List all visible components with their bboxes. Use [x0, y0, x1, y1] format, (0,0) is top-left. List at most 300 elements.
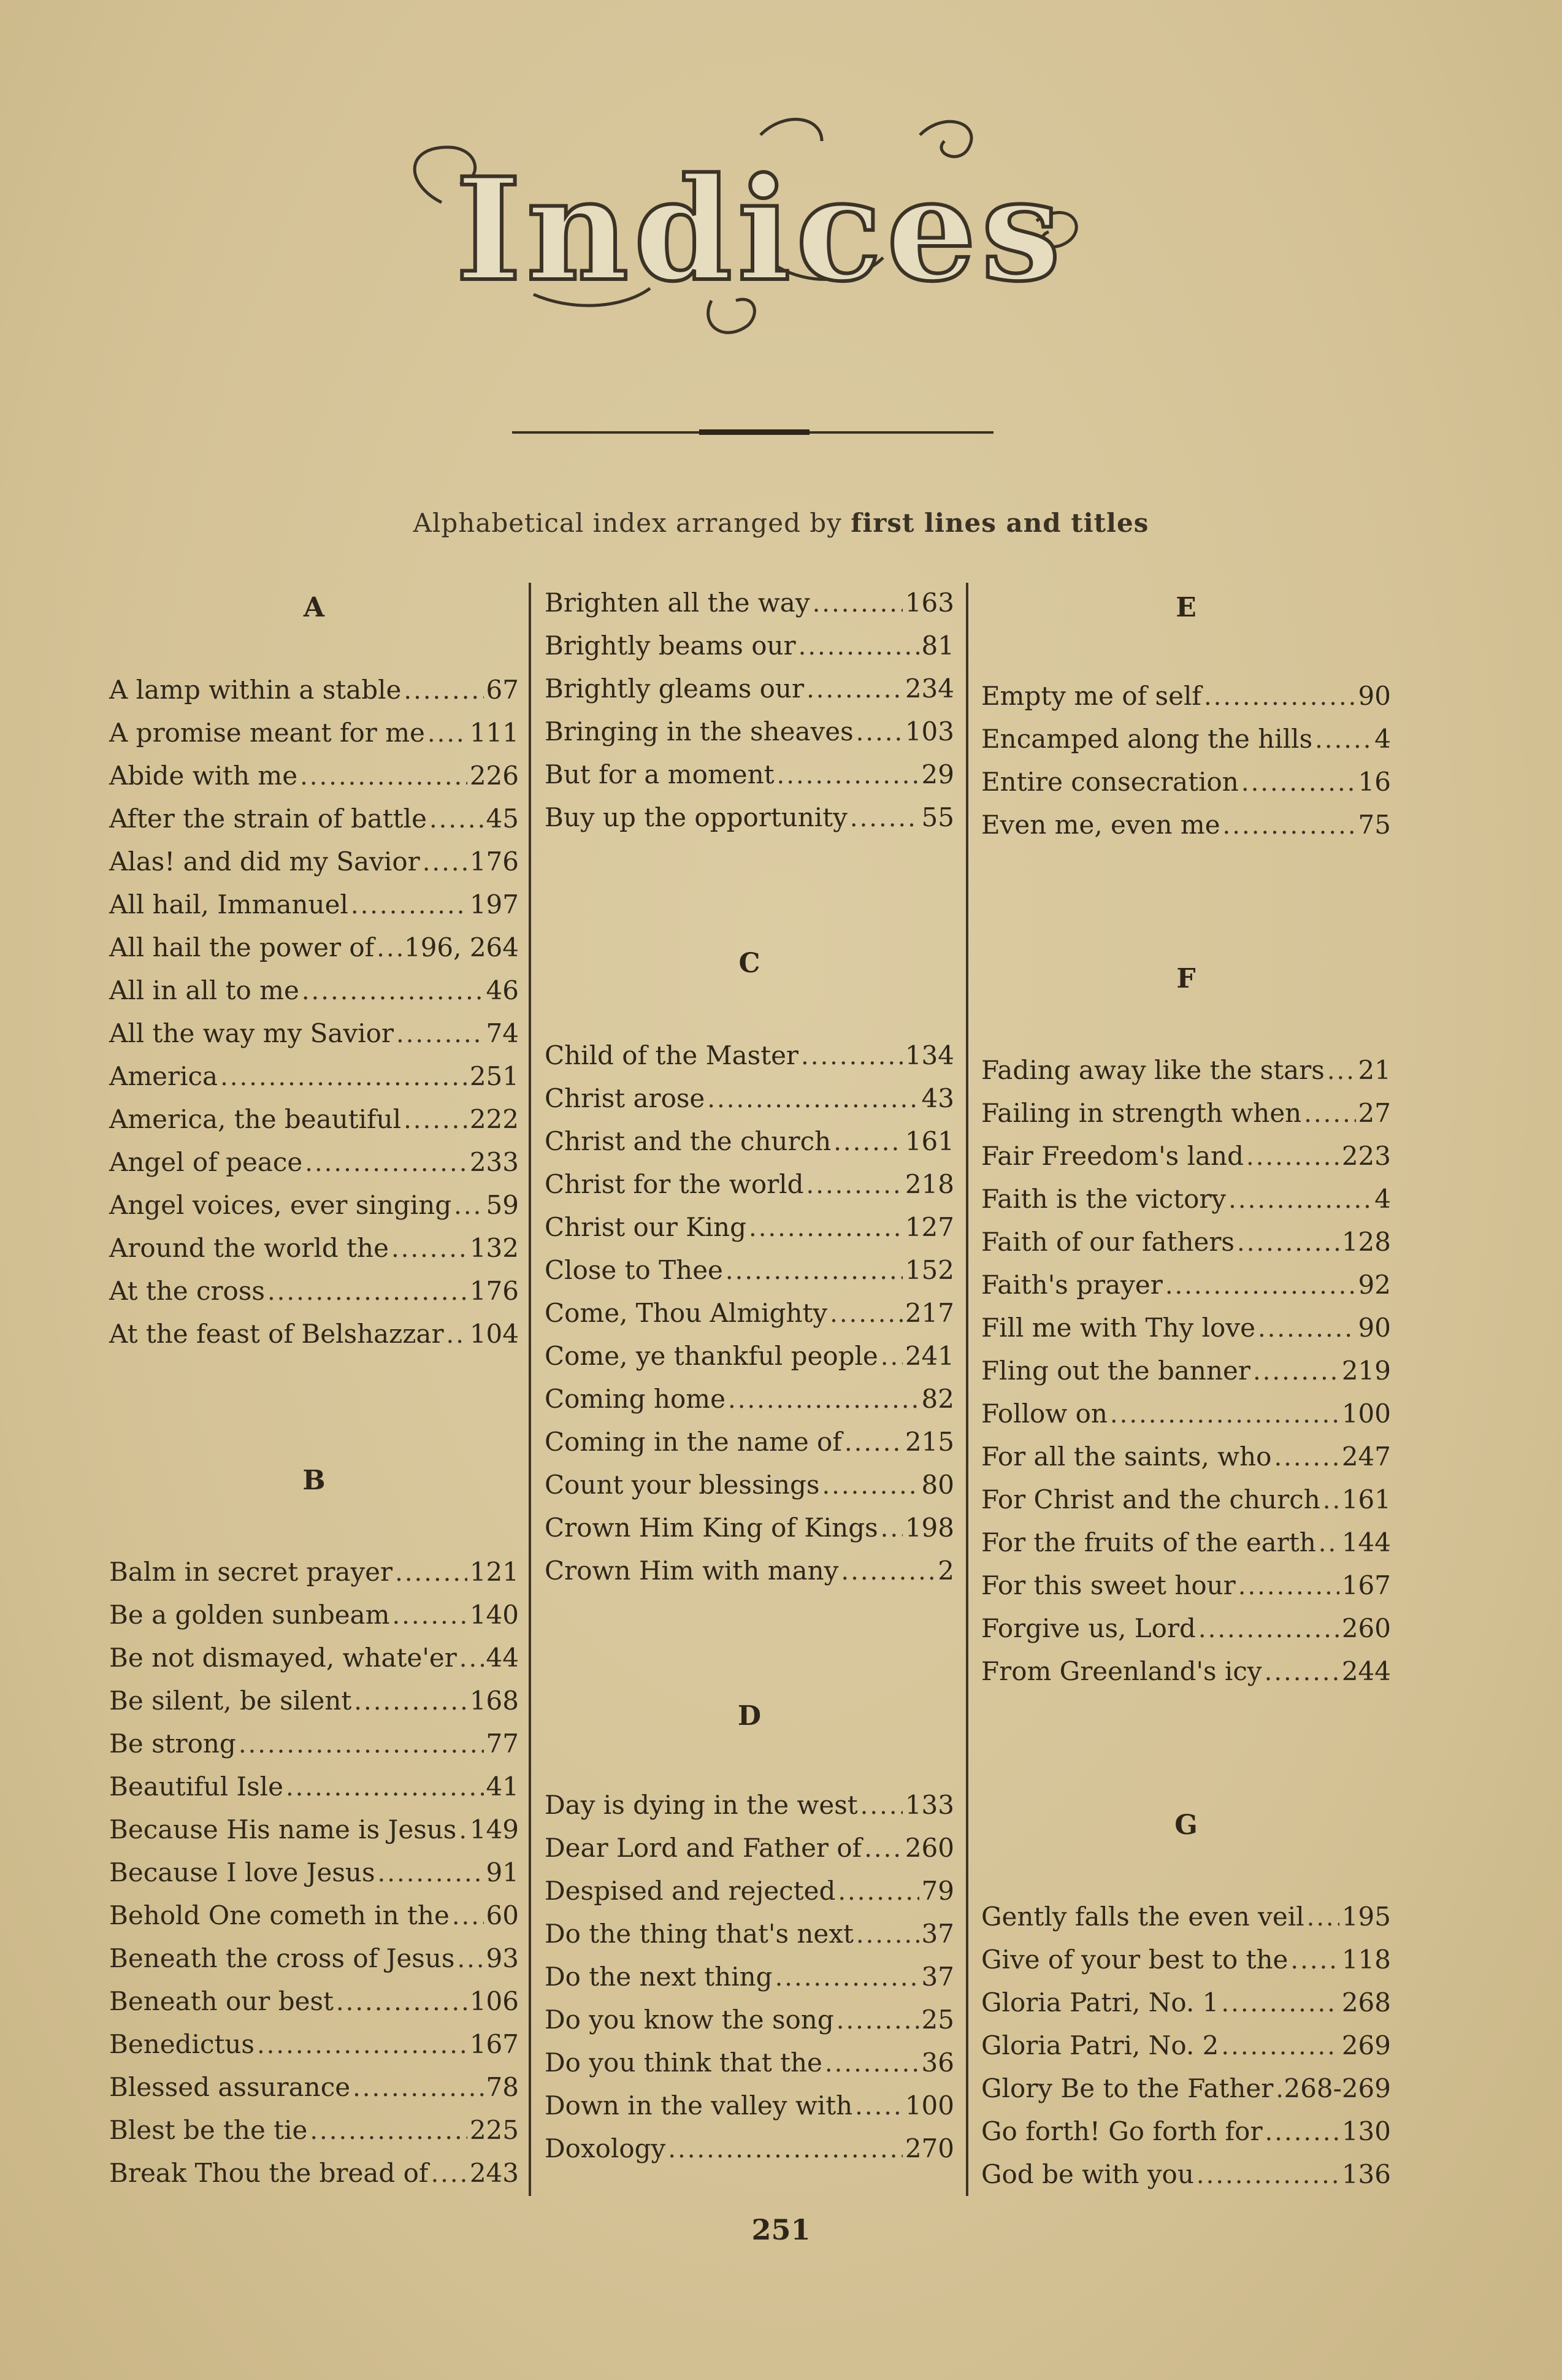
- entry-page-number: 36: [921, 2048, 954, 2078]
- entry-title: Failing in strength when: [981, 1098, 1302, 1128]
- index-entry: [109, 1190, 519, 1227]
- dot-leader: [351, 891, 467, 919]
- entry-page-number: 234: [905, 674, 954, 704]
- entry-page-number: 106: [469, 1986, 519, 2016]
- entry-title: Brighten all the way: [545, 588, 810, 618]
- dot-leader: [1265, 1658, 1339, 1686]
- entry-title: Day is dying in the west: [545, 1790, 858, 1820]
- dot-leader: [431, 2160, 467, 2188]
- index-entry: [109, 675, 519, 712]
- entry-page-number: 60: [486, 1900, 519, 1930]
- entry-title: Glory Be to the Father: [981, 2073, 1274, 2103]
- dot-leader: [1274, 1443, 1339, 1472]
- entry-title: Behold One cometh in the: [109, 1900, 450, 1930]
- dot-leader: [1238, 1572, 1339, 1600]
- entry-title: Dear Lord and Father of: [545, 1833, 862, 1863]
- entry-page-number: 223: [1341, 1141, 1391, 1171]
- dot-leader: [1276, 2075, 1281, 2103]
- entry-page-number: 161: [905, 1126, 954, 1156]
- entry-page-number: 136: [1341, 2159, 1391, 2189]
- index-entry: [545, 1790, 954, 1827]
- index-entry: [109, 846, 519, 883]
- entry-title: Blest be the tie: [109, 2115, 308, 2145]
- index-entry: [545, 2133, 954, 2170]
- index-entry: [109, 1729, 519, 1765]
- entry-page-number: 118: [1341, 1944, 1391, 1975]
- index-entry: [545, 1833, 954, 1870]
- entry-title: Close to Thee: [545, 1255, 723, 1285]
- entry-page-number: 144: [1341, 1527, 1391, 1557]
- entry-page-number: 247: [1341, 1441, 1391, 1472]
- index-subtitle: [0, 508, 1562, 538]
- dot-leader: [1204, 683, 1356, 711]
- index-entry: [545, 1962, 954, 1998]
- index-entry: [109, 2158, 519, 2195]
- index-entry: [981, 810, 1391, 846]
- entry-title: America: [109, 1061, 218, 1091]
- dot-leader: [1228, 1186, 1372, 1214]
- entry-title: All the way my Savior: [109, 1018, 394, 1048]
- index-entry: [109, 1018, 519, 1055]
- dot-leader: [844, 1429, 903, 1457]
- entry-page-number: 75: [1358, 810, 1391, 840]
- entry-page-number: 4: [1374, 724, 1391, 754]
- entry-title: Gloria Patri, No. 1: [981, 1987, 1219, 2017]
- entry-page-number: 269: [1341, 2030, 1391, 2060]
- entry-title: At the feast of Belshazzar: [109, 1319, 444, 1349]
- dot-leader: [1304, 1100, 1355, 1128]
- entry-page-number: 111: [469, 718, 519, 748]
- entry-title: Fill me with Thy love: [981, 1313, 1255, 1343]
- entry-page-number: 67: [486, 675, 519, 705]
- dot-leader: [1198, 1615, 1339, 1643]
- entry-page-number: 243: [469, 2158, 519, 2188]
- index-entry: [109, 975, 519, 1012]
- entry-title: Give of your best to the: [981, 1944, 1288, 1975]
- entry-title: Coming home: [545, 1384, 725, 1414]
- index-entry: [545, 1919, 954, 1956]
- index-entry: [981, 1399, 1391, 1435]
- entry-title: From Greenland's icy: [981, 1656, 1262, 1686]
- entry-page-number: 176: [469, 846, 519, 877]
- index-entry: [109, 932, 519, 969]
- entry-title: Child of the Master: [545, 1040, 799, 1070]
- subtitle-plain: Alphabetical index arranged by: [413, 508, 851, 538]
- index-entry: [109, 1814, 519, 1851]
- entry-page-number: 161: [1341, 1484, 1391, 1514]
- dot-leader: [336, 1988, 467, 2016]
- entry-title: All hail the power of: [109, 932, 375, 962]
- entry-title: Coming in the name of: [545, 1427, 842, 1457]
- page-number: 251: [751, 2213, 811, 2246]
- entry-page-number: 121: [469, 1557, 519, 1587]
- dot-leader: [1221, 2032, 1339, 2060]
- entry-page-number: 163: [905, 588, 954, 618]
- index-entry: [545, 1427, 954, 1464]
- dot-leader: [427, 720, 467, 748]
- entry-page-number: 128: [1341, 1227, 1391, 1257]
- index-entry: [545, 802, 954, 839]
- dot-leader: [1319, 1529, 1339, 1557]
- entry-page-number: 241: [905, 1341, 954, 1371]
- entry-title: Crown Him King of Kings: [545, 1513, 878, 1543]
- entry-page-number: 93: [486, 1943, 519, 1973]
- entry-title: Do you think that the: [545, 2048, 822, 2078]
- entry-title: Fading away like the stars: [981, 1055, 1325, 1085]
- index-entry: [981, 1944, 1391, 1981]
- dot-leader: [860, 1792, 903, 1820]
- entry-page-number: 215: [905, 1427, 954, 1457]
- dot-leader: [457, 1945, 483, 1973]
- entry-title: Angel voices, ever singing: [109, 1190, 452, 1220]
- dot-leader: [354, 1687, 467, 1716]
- dot-leader: [855, 2092, 903, 2121]
- entry-title: Beautiful Isle: [109, 1772, 283, 1802]
- entry-page-number: 270: [905, 2133, 954, 2163]
- index-entry: [981, 724, 1391, 761]
- entry-title: But for a moment: [545, 759, 775, 789]
- entry-page-number: 260: [1341, 1613, 1391, 1643]
- dot-leader: [267, 1278, 467, 1306]
- section-letter-g: G: [1174, 1810, 1198, 1841]
- dot-leader: [841, 1557, 935, 1586]
- dot-leader: [404, 677, 483, 705]
- entry-page-number: 218: [905, 1169, 954, 1199]
- entry-title: Fling out the banner: [981, 1356, 1250, 1386]
- dot-leader: [881, 1514, 903, 1543]
- index-entry: [545, 2048, 954, 2084]
- entry-title: Faith is the victory: [981, 1184, 1227, 1214]
- entry-title: Empty me of self: [981, 681, 1201, 711]
- index-entry: [981, 1141, 1391, 1178]
- entry-page-number: 196, 264: [404, 932, 519, 962]
- index-entry: [545, 759, 954, 796]
- entry-page-number: 127: [905, 1212, 954, 1242]
- index-entry: [545, 1341, 954, 1378]
- index-entry: [981, 2073, 1391, 2110]
- entry-page-number: 217: [905, 1298, 954, 1328]
- dot-leader: [856, 718, 903, 747]
- dot-leader: [806, 1171, 903, 1199]
- entry-page-number: 90: [1358, 681, 1391, 711]
- dot-leader: [801, 1042, 903, 1070]
- index-entry: [981, 1570, 1391, 1607]
- entry-title: Brightly beams our: [545, 631, 796, 661]
- entry-title: Bringing in the sheaves: [545, 716, 854, 747]
- dot-leader: [459, 1645, 484, 1673]
- entry-page-number: 176: [469, 1276, 519, 1306]
- dot-leader: [1258, 1315, 1356, 1343]
- dot-leader: [239, 1730, 484, 1759]
- index-entry: [545, 1169, 954, 1206]
- entry-title: Alas! and did my Savior: [109, 846, 420, 877]
- entry-title: Faith's prayer: [981, 1270, 1163, 1300]
- entry-title: Go forth! Go forth for: [981, 2116, 1263, 2146]
- entry-title: Despised and rejected: [545, 1876, 836, 1906]
- dot-leader: [1237, 1229, 1339, 1257]
- entry-page-number: 225: [469, 2115, 519, 2145]
- entry-title: Crown Him with many: [545, 1556, 839, 1586]
- entry-page-number: 167: [469, 2029, 519, 2059]
- entry-title: Buy up the opportunity: [545, 802, 848, 832]
- entry-title: Do the next thing: [545, 1962, 773, 1992]
- dot-leader: [396, 1020, 484, 1048]
- index-entry: [109, 1900, 519, 1937]
- dot-leader: [825, 2049, 919, 2078]
- entry-title: Christ and the church: [545, 1126, 832, 1156]
- dot-leader: [830, 1300, 903, 1328]
- index-entry: [545, 1255, 954, 1292]
- entry-page-number: 219: [1341, 1356, 1391, 1386]
- index-entry: [981, 1055, 1391, 1092]
- section-letter-a: A: [303, 592, 325, 623]
- index-entry: [981, 1902, 1391, 1938]
- index-entry: [545, 1040, 954, 1077]
- index-entry: [109, 804, 519, 840]
- index-entry: [109, 1643, 519, 1679]
- entry-title: Down in the valley with: [545, 2090, 853, 2121]
- entry-page-number: 149: [469, 1814, 519, 1845]
- section-letter-c: C: [738, 948, 760, 979]
- dot-leader: [377, 934, 402, 962]
- index-entry: [109, 1557, 519, 1594]
- index-entry: [545, 2005, 954, 2041]
- entry-page-number: 41: [486, 1772, 519, 1802]
- entry-page-number: 251: [469, 1061, 519, 1091]
- entry-page-number: 78: [486, 2072, 519, 2102]
- entry-page-number: 133: [905, 1790, 954, 1820]
- dot-leader: [429, 805, 484, 834]
- dot-leader: [728, 1386, 919, 1414]
- index-entry: [545, 1384, 954, 1421]
- index-entry: [981, 2030, 1391, 2067]
- entry-page-number: 74: [486, 1018, 519, 1048]
- dot-leader: [446, 1321, 467, 1349]
- dot-leader: [404, 1106, 467, 1134]
- entry-title: Come, ye thankful people: [545, 1341, 878, 1371]
- entry-page-number: 80: [921, 1470, 954, 1500]
- title-divider-center: [699, 429, 810, 435]
- index-entry: [109, 1857, 519, 1894]
- index-entry: [981, 1656, 1391, 1693]
- index-entry: [981, 1184, 1391, 1221]
- index-entry: [981, 1441, 1391, 1478]
- index-entry: [545, 1513, 954, 1549]
- index-entry: [109, 1319, 519, 1356]
- index-entry: [981, 1313, 1391, 1349]
- entry-title: Break Thou the bread of: [109, 2158, 429, 2188]
- entry-title: Be silent, be silent: [109, 1686, 352, 1716]
- entry-page-number: 134: [905, 1040, 954, 1070]
- entry-page-number: 37: [921, 1919, 954, 1949]
- dot-leader: [850, 804, 919, 832]
- dot-leader: [856, 1921, 919, 1949]
- entry-title: Be strong: [109, 1729, 236, 1759]
- dot-leader: [881, 1343, 903, 1371]
- dot-leader: [392, 1602, 467, 1630]
- dot-leader: [395, 1559, 467, 1587]
- indices-title-ornament: [392, 110, 1128, 356]
- index-entry: [109, 761, 519, 797]
- entry-page-number: 198: [905, 1513, 954, 1543]
- dot-leader: [668, 2135, 903, 2163]
- index-entry: [545, 2090, 954, 2127]
- entry-page-number: 92: [1358, 1270, 1391, 1300]
- dot-leader: [310, 2117, 467, 2145]
- index-entry: [545, 588, 954, 624]
- entry-title: Follow on: [981, 1399, 1108, 1429]
- entry-page-number: 81: [921, 631, 954, 661]
- entry-title: Benedictus: [109, 2029, 255, 2059]
- dot-leader: [1327, 1057, 1356, 1085]
- entry-page-number: 100: [1341, 1399, 1391, 1429]
- index-entry: [981, 1356, 1391, 1392]
- entry-title: Come, Thou Almighty: [545, 1298, 828, 1328]
- entry-title: A lamp within a stable: [109, 675, 402, 705]
- entry-page-number: 268: [1341, 1987, 1391, 2017]
- entry-title: Be not dismayed, whate'er: [109, 1643, 457, 1673]
- entry-title: Blessed assurance: [109, 2072, 351, 2102]
- index-entry: [545, 631, 954, 667]
- index-entry: [981, 767, 1391, 804]
- dot-leader: [459, 1816, 467, 1845]
- entry-page-number: 140: [469, 1600, 519, 1630]
- entry-page-number: 260: [905, 1833, 954, 1863]
- dot-leader: [798, 632, 919, 661]
- entry-page-number: 4: [1374, 1184, 1391, 1214]
- entry-page-number: 244: [1341, 1656, 1391, 1686]
- dot-leader: [1110, 1400, 1339, 1429]
- dot-leader: [1241, 769, 1356, 797]
- index-entry: [545, 1876, 954, 1913]
- index-entry: [981, 1527, 1391, 1564]
- dot-leader: [1221, 1989, 1339, 2017]
- dot-leader: [1307, 1903, 1339, 1932]
- dot-leader: [806, 675, 903, 704]
- entry-page-number: 43: [921, 1083, 954, 1113]
- entry-title: Be a golden sunbeam: [109, 1600, 390, 1630]
- index-entry: [109, 718, 519, 754]
- dot-leader: [391, 1235, 467, 1263]
- entry-page-number: 77: [486, 1729, 519, 1759]
- entry-page-number: 90: [1358, 1313, 1391, 1343]
- column-divider-right: [966, 583, 968, 2196]
- entry-page-number: 59: [486, 1190, 519, 1220]
- index-entry: [545, 716, 954, 753]
- index-entry: [545, 1212, 954, 1249]
- index-entry: [981, 1098, 1391, 1135]
- entry-page-number: 152: [905, 1255, 954, 1285]
- entry-page-number: 268-269: [1284, 2073, 1391, 2103]
- index-entry: [545, 1083, 954, 1120]
- entry-page-number: 100: [905, 2090, 954, 2121]
- entry-page-number: 45: [486, 804, 519, 834]
- entry-page-number: 79: [921, 1876, 954, 1906]
- entry-title: For Christ and the church: [981, 1484, 1320, 1514]
- entry-title: Beneath our best: [109, 1986, 334, 2016]
- index-entry: [109, 1104, 519, 1141]
- index-entry: [109, 1276, 519, 1313]
- entry-page-number: 103: [905, 716, 954, 747]
- dot-leader: [777, 761, 919, 789]
- entry-title: Gloria Patri, No. 2: [981, 2030, 1219, 2060]
- index-entry: [109, 1986, 519, 2023]
- index-entry: [981, 1484, 1391, 1521]
- entry-title: Because His name is Jesus: [109, 1814, 457, 1845]
- dot-leader: [257, 2031, 467, 2059]
- entry-title: Gently falls the even veil: [981, 1902, 1304, 1932]
- entry-title: Entire consecration: [981, 767, 1239, 797]
- entry-page-number: 82: [921, 1384, 954, 1414]
- index-entry: [545, 1556, 954, 1592]
- index-entry: [109, 2115, 519, 2152]
- index-entry: [981, 2159, 1391, 2196]
- entry-page-number: 29: [921, 759, 954, 789]
- entry-page-number: 233: [469, 1147, 519, 1177]
- entry-title: Christ our King: [545, 1212, 746, 1242]
- dot-leader: [300, 762, 467, 791]
- entry-page-number: 55: [921, 802, 954, 832]
- index-entry: [545, 1470, 954, 1507]
- index-entry: [545, 674, 954, 710]
- index-entry: [981, 1270, 1391, 1307]
- dot-leader: [378, 1859, 484, 1887]
- dot-leader: [1290, 1946, 1339, 1975]
- entry-title: For the fruits of the earth: [981, 1527, 1316, 1557]
- entry-page-number: 132: [469, 1233, 519, 1263]
- index-entry: [981, 1987, 1391, 2024]
- entry-title: Christ arose: [545, 1083, 705, 1113]
- entry-title: Fair Freedom's land: [981, 1141, 1244, 1171]
- dot-leader: [1165, 1272, 1356, 1300]
- entry-title: After the strain of battle: [109, 804, 427, 834]
- entry-title: America, the beautiful: [109, 1104, 402, 1134]
- entry-title: A promise meant for me: [109, 718, 425, 748]
- dot-leader: [302, 977, 484, 1005]
- index-entry: [109, 1233, 519, 1270]
- entry-page-number: 21: [1358, 1055, 1391, 1085]
- dot-leader: [1253, 1357, 1339, 1386]
- dot-leader: [837, 2006, 919, 2035]
- subtitle-bold: first lines and titles: [851, 508, 1149, 538]
- dot-leader: [423, 848, 467, 877]
- index-entry: [981, 1613, 1391, 1650]
- entry-page-number: 37: [921, 1962, 954, 1992]
- entry-page-number: 222: [469, 1104, 519, 1134]
- index-entry: [109, 2072, 519, 2109]
- entry-title: Beneath the cross of Jesus: [109, 1943, 455, 1973]
- entry-page-number: 46: [486, 975, 519, 1005]
- entry-page-number: 197: [469, 889, 519, 919]
- entry-title: Doxology: [545, 2133, 666, 2163]
- entry-title: At the cross: [109, 1276, 265, 1306]
- index-entry: [981, 681, 1391, 718]
- dot-leader: [286, 1773, 484, 1802]
- entry-title: Balm in secret prayer: [109, 1557, 393, 1587]
- entry-page-number: 167: [1341, 1570, 1391, 1600]
- dot-leader: [833, 1128, 903, 1156]
- index-entry: [109, 2029, 519, 2066]
- index-entry: [109, 1061, 519, 1098]
- dot-leader: [838, 1878, 919, 1906]
- entry-title: Faith of our fathers: [981, 1227, 1235, 1257]
- entry-title: Do you know the song: [545, 2005, 834, 2035]
- dot-leader: [353, 2074, 483, 2102]
- entry-title: Abide with me: [109, 761, 298, 791]
- index-entry: [109, 1772, 519, 1808]
- dot-leader: [1223, 812, 1356, 840]
- entry-page-number: 91: [486, 1857, 519, 1887]
